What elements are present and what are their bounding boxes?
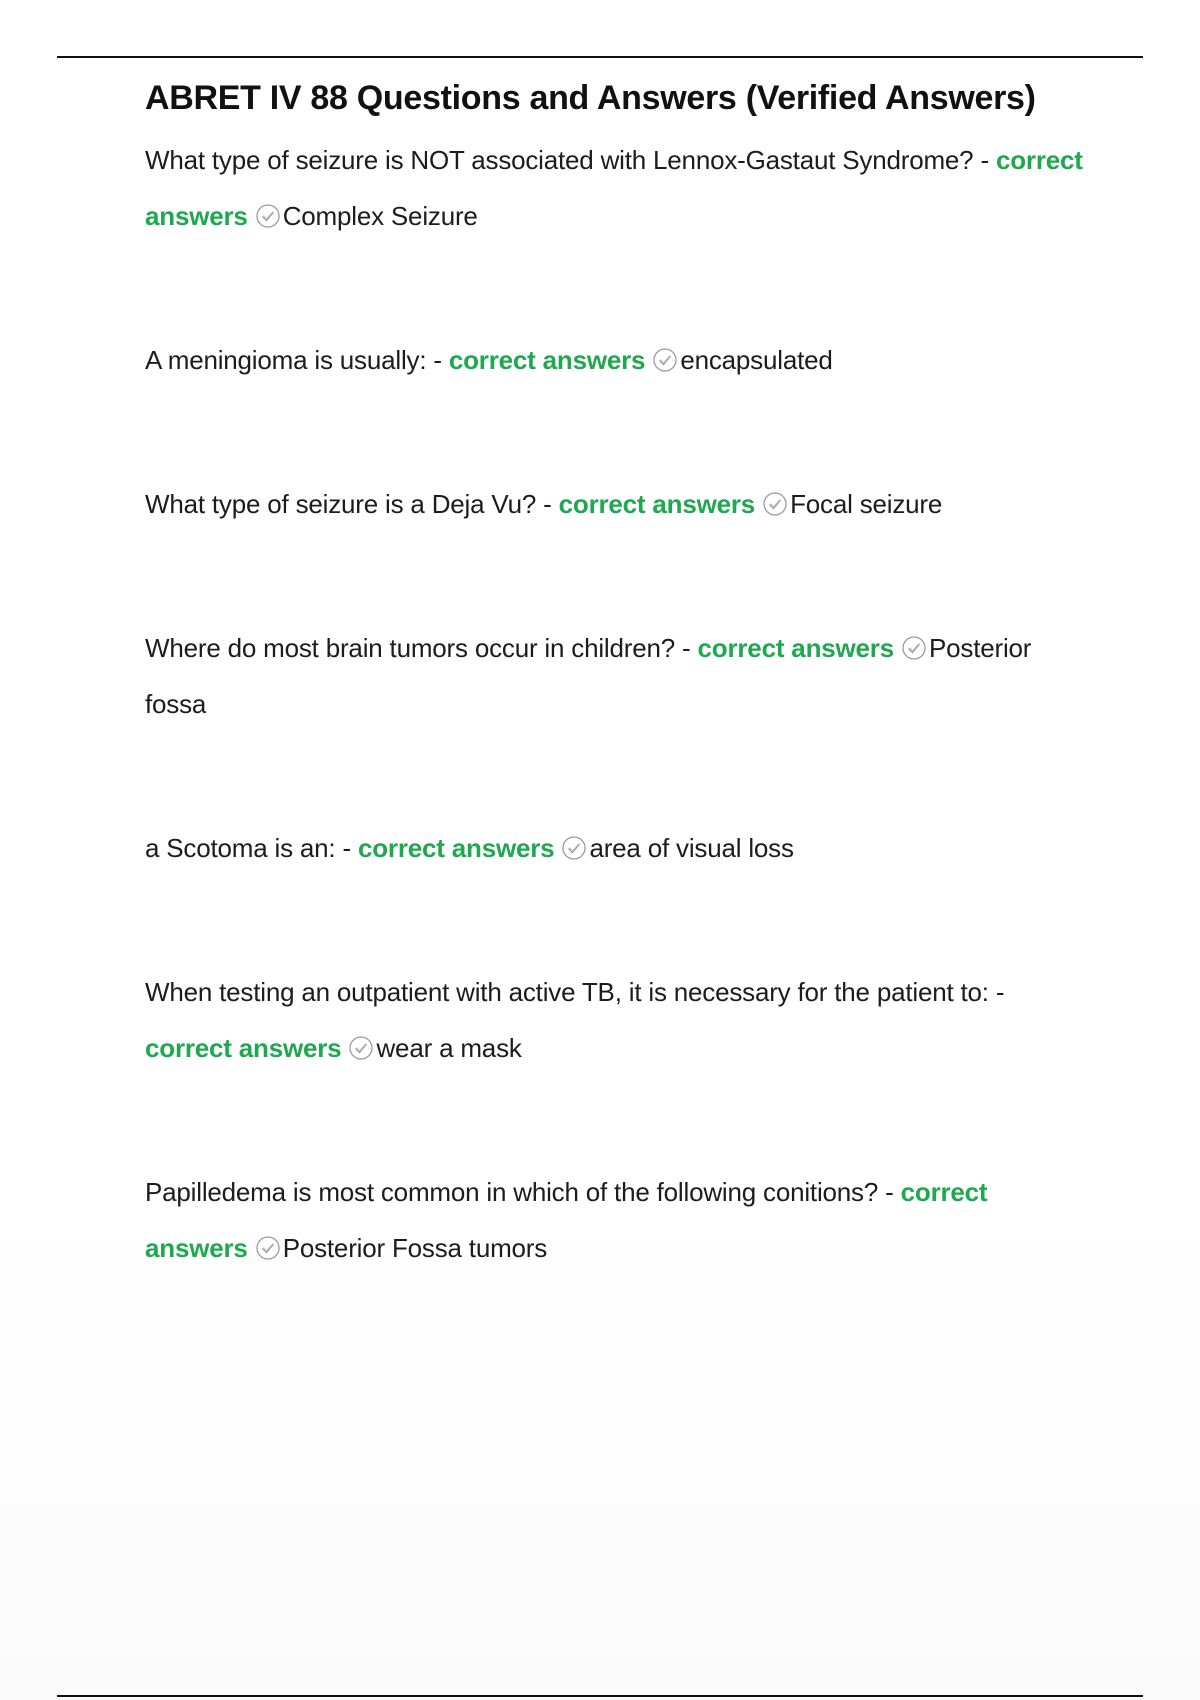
question-text: What type of seizure is a Deja Vu? - [145,489,552,519]
qa-item [145,964,1090,1076]
question-text: What type of seizure is NOT associated with Lennox-Gastaut Syndrome? - [145,145,989,175]
answer-text: wear a mask [376,1033,522,1063]
qa-item [145,620,1090,732]
answer-text: Posterior Fossa tumors [282,1233,548,1263]
correct-answers-label: correct answers [145,1177,988,1263]
qa-item [145,1164,1090,1276]
checkmark-circle-icon [652,347,678,373]
answer-text: Posterior fossa [145,633,1032,719]
answer-text: Complex Seizure [282,201,478,231]
question-text: Papilledema is most common in which of the following conitions? - [145,1177,894,1207]
bottom-divider [57,1695,1143,1697]
question-text: Where do most brain tumors occur in children? - [145,633,691,663]
checkmark-circle-icon [901,635,927,661]
document-title: ABRET IV 88 Questions and Answers (Verified Answers) [145,79,1036,117]
question-text: a Scotoma is an: - [145,833,351,863]
checkmark-circle-icon [255,1235,281,1261]
question-text: A meningioma is usually: - [145,345,442,375]
correct-answers-label: correct answers [697,633,894,663]
answer-text: area of visual loss [589,833,794,863]
correct-answers-label: correct answers [448,345,646,375]
correct-answers-label: correct answers [558,489,756,519]
checkmark-circle-icon [348,1035,374,1061]
qa-item [145,476,1090,532]
correct-answers-label: correct answers [145,145,1083,231]
qa-item [145,820,1090,876]
top-divider [57,56,1143,58]
qa-item [145,332,1090,388]
correct-answers-label: correct answers [145,1033,342,1063]
correct-answers-label: correct answers [357,833,555,863]
document-content [145,72,1090,1276]
qa-item [145,132,1090,244]
checkmark-circle-icon [762,491,788,517]
answer-text: encapsulated [680,345,833,375]
checkmark-circle-icon [561,835,587,861]
answer-text: Focal seizure [790,489,943,519]
checkmark-circle-icon [255,203,281,229]
question-text: When testing an outpatient with active TB, it is necessary for the patient to: - [145,977,1005,1007]
